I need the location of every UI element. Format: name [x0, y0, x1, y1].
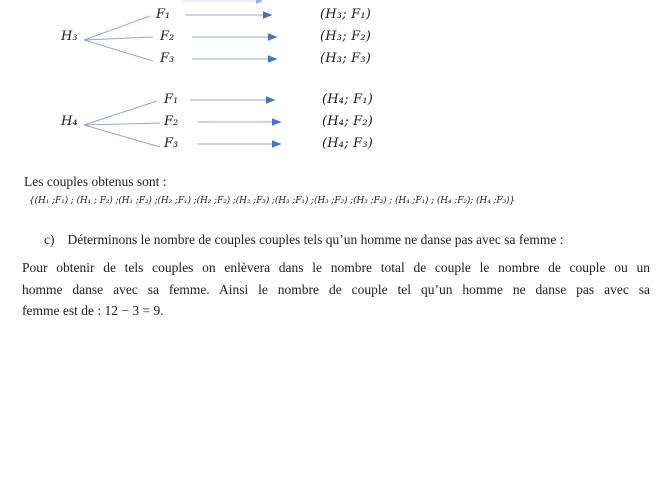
answer-paragraph — [22, 257, 650, 322]
tree2-couple-label-3: (H₄; F₃) — [322, 136, 374, 151]
couples-set-text: {(H₁ ;F₁) ; (H₁ ; F₂) ;(H₁ ;F₃) ;(H₂ ;F₁) ;(H₂ ;F₂) ;(H₂ ;F₃) ;(H₃ ;F₁) ;(H₃ ;F₂) ;(H₃ ;F₃) ; (H₄ ;F₁) ; (H₄ ;F₂); (H₄ ;F₃)} — [29, 196, 516, 206]
tree1-couple-label-2: (H₃; F₂) — [320, 29, 372, 44]
question-line — [44, 232, 644, 248]
tree1-branch-line-3 — [84, 40, 153, 61]
tree2-arrowhead-1 — [266, 96, 276, 104]
tree-diagram — [0, 0, 670, 165]
tree2-arrowhead-3 — [272, 140, 282, 148]
couples-intro-text: Les couples obtenus sont : — [24, 174, 167, 189]
tree2-branch-line-3 — [84, 125, 160, 147]
answer-paragraph-line-1: Pour obtenir de tels couples on enlèvera dans le nombre total de couple le nombre de couple ou un — [22, 260, 650, 275]
tree2-branch-label-3: F₃ — [164, 136, 179, 151]
tree2-root-label: H₄ — [61, 114, 78, 129]
tree1-branch-line-1 — [84, 16, 150, 40]
tree2-branch-line-2 — [84, 123, 160, 125]
tree2-branch-label-2: F₂ — [164, 114, 179, 129]
question-item-label: c) — [44, 232, 55, 247]
tree1-couple-label-1: (H₃; F₁) — [320, 7, 372, 22]
tree1-root-label: H₃ — [61, 29, 78, 44]
answer-paragraph-line-3: femme est de : 12 − 3 = 9. — [22, 303, 164, 318]
tree2-branch-label-1: F₁ — [164, 92, 179, 107]
tree2-couple-label-1: (H₄; F₁) — [322, 92, 374, 107]
tree1-branch-label-1: F₁ — [156, 7, 171, 22]
tree2-arrowhead-2 — [272, 118, 282, 126]
tree1-arrowhead-2 — [268, 33, 278, 41]
tree2-branch-line-1 — [84, 101, 157, 125]
tree1-arrowhead-1 — [263, 11, 273, 19]
tree2-couple-label-2: (H₄; F₂) — [322, 114, 374, 129]
tree1-branch-line-2 — [84, 37, 153, 40]
cropped-arrow-remnant-head — [256, 0, 263, 4]
answer-paragraph-line-2: homme danse avec sa femme. Ainsi le nombre de couple tel qu’un homme ne danse pas avec sa — [22, 281, 650, 297]
tree1-arrowhead-3 — [268, 55, 278, 63]
tree1-branch-label-3: F₃ — [160, 51, 175, 66]
tree1-couple-label-3: (H₃; F₃) — [320, 51, 372, 66]
question-item-text: Déterminons le nombre de couples couples tels qu’un homme ne danse pas avec sa femme : — [67, 232, 564, 247]
tree1-branch-label-2: F₂ — [160, 29, 175, 44]
